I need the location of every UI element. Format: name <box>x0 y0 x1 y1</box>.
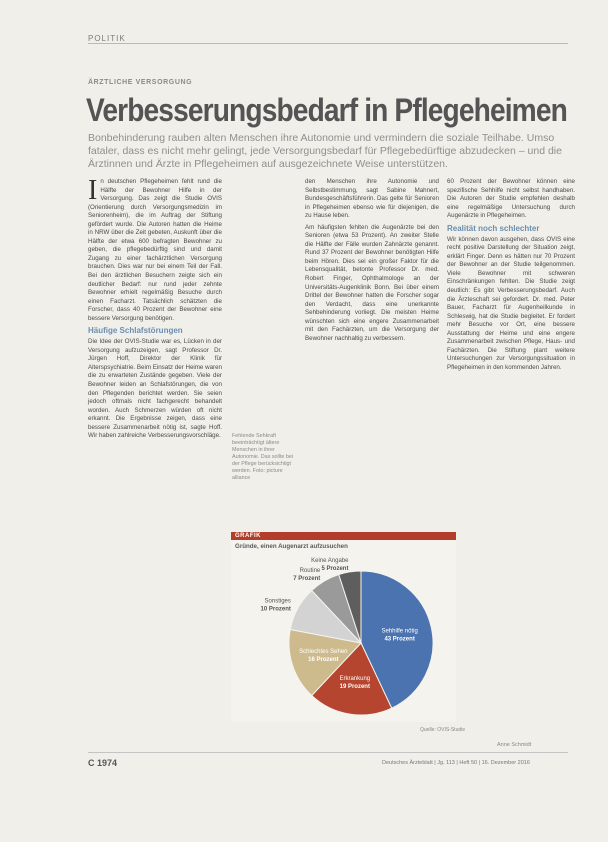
pie-value-label-5: 5 Prozent <box>321 565 349 572</box>
drop-cap: I <box>88 175 98 206</box>
pie-chart <box>231 553 456 718</box>
chart-banner: GRAFIK <box>231 532 456 540</box>
headline: Verbesserungsbedarf in Pflegeheimen <box>86 92 567 128</box>
pie-label-3: Sonstiges <box>264 598 291 605</box>
page-number: C 1974 <box>88 758 118 768</box>
subheading-2: Realität noch schlechter <box>447 223 540 233</box>
col3-paragraph-1: 60 Prozent der Bewohner können eine spezifische Sehhilfe nicht selbst handhaben. Die Autoren der Studie empfehlen deshalb eine regelmäßige Untersuchung durch Augenärzte in Pflegeheimen. <box>447 178 575 220</box>
pie-value-label-2: 16 Prozent <box>308 657 339 664</box>
kicker: ÄRZTLICHE VERSORGUNG <box>88 79 193 86</box>
pie-label-0: Sehhilfe nötig <box>381 628 418 635</box>
col1-paragraph-2: Die Idee der OVIS-Studie war es, Lücken in der Versorgung aufzuzeigen, sagt Professor Dr. Jürgen Hoff, Direktor der Klinik für Alterspsychiatrie. Beim Einsatz der Heime waren die zu erwarteten Zustände gegeben. Viele der Bewohner leiden an Schlafstörungen, die von den Pflegenden berichtet werden. Sie seien jedoch oftmals nicht fachgerecht behandelt worden. Auch Schmerzen würden oft nicht erkannt. Die Ergebnisse zeigen, dass eine bessere Zusammenarbeit nötig ist, sagte Hoff. Wir haben zahlreiche Verbesserungsvorschläge. <box>88 338 222 440</box>
pie-value-label-4: 7 Prozent <box>293 576 321 583</box>
pie-label-4: Routine <box>299 568 321 575</box>
pie-value-label-1: 19 Prozent <box>339 684 370 691</box>
chart-source: Quelle: OVIS-Studie <box>420 727 466 733</box>
top-rule <box>88 43 568 44</box>
section-label: POLITIK <box>88 34 126 43</box>
pie-value-label-3: 10 Prozent <box>260 606 291 613</box>
footer-rule <box>88 752 568 753</box>
col2-paragraph-1: den Menschen ihre Autonomie und Selbstbestimmung, sagt Sabine Mahnert, Bundesgeschäftsführerin. Das gelte für Senioren in Pflegeheimen ebenso wie für diejenigen, die zu Hause leben. <box>305 178 439 220</box>
footer-reference: Deutsches Ärzteblatt | Jg. 113 | Heft 50 | 16. Dezember 2016 <box>382 760 530 766</box>
column-3 <box>447 178 575 372</box>
column-2 <box>305 178 439 343</box>
col2-paragraph-2: Am häufigsten fehlten die Augenärzte bei den Senioren (etwa 53 Prozent). An zweiter Stelle die Hälfte der Fälle wurden Zahnärzte genannt. Rund 37 Prozent der Bewohner benötigten Hilfe beim Hören. Dies sei ein großer Faktor für die Lebensqualität, betonte Professor Dr. med. Robert Finger, Ophthalmologe an der Universitäts-Augenklinik Bonn. Bei über einem Drittel der Bewohner hatten die Forscher sogar den Verdacht, dass eine unerkannte Sehbehinderung vorliegt. Die meisten Heime wünschten sich eine engere Zusammenarbeit mit den Fachärzten, um die Versorgung der Bewohner nachhaltig zu verbessern. <box>305 223 439 342</box>
subheading-1: Häufige Schlafstörungen <box>88 326 183 336</box>
col1-paragraph-1: n deutschen Pflegeheimen fehlt rund die Hälfte der Bewohner Hilfe in der Versorgung. Das zeigt die Studie OVIS (Orientierung durch Versorgungsmedizin im Seniorenheim), die im Auftrag der Stiftung gefördert wurde. Die Autoren hatten die Heime in NRW über die Zeit gebeten, Auskunft über die Hälfte der etwa 600 befragten Bewohner zu geben, die pflegebedürftig sind und damit Zugang zu einer fachärztlichen Versorgung brauchen. Dies war nur bei einem Teil der Fall. Bei den ärztlichen Besuchern zeigte sich ein deutlicher Bedarf: nur rund jeder zehnte Bewohner erhielt regelmäßig Besuche durch einen Facharzt. Tatsächlich schätzten die Forscher, dass 40 Prozent der Bewohner eine bessere Versorgung benötigen. <box>88 178 222 322</box>
author: Anne Schmidt <box>497 742 532 748</box>
col3-paragraph-2: Wir können davon ausgehen, dass OVIS eine recht positive Darstellung der Situation zeigt, erklärt Finger. Denn es hätten nur 70 Prozent der Bewohner an der Studie teilgenommen. Viele Bewohner mit schweren Einschränkungen fehlten. Die Studie zeigt deutlich: Es gibt Verbesserungsbedarf. Auch die Ärzteschaft sei gefordert. Dr. med. Peter Bauer, Facharzt für Augenheilkunde in Schleswig, hat die Studie begleitet. Er fordert mehr Besuche vor Ort, eine bessere Ausstattung der Heime und eine engere Zusammenarbeit zwischen Pflege, Haus- und Fachärzten. Die Stiftung plant weitere Untersuchungen zur Versorgungssituation in Pflegeheimen in den kommenden Jahren. <box>447 235 575 371</box>
pie-label-2: Schlechtes Sehen <box>299 649 348 656</box>
dek: Bonbehinderung rauben alten Menschen ihre Autonomie und vermindern die soziale Teilhabe. Umso fataler, dass es nicht mehr gelingt, jede Versorgungsbedarf für Pflegebedürftige abzudecken – und die Ärztinnen und Ärzte in Pflegeheimen auf ausgezeichnete Weise unterstützen. <box>88 132 562 170</box>
photo-caption: Fehlende Sehkraft beeinträchtigt ältere Menschen in ihrer Autonomie. Das sollte bei der Pflege berücksichtigt werden. Foto: picture alliance <box>232 433 294 481</box>
pie-label-1: Erkrankung <box>339 676 371 683</box>
pie-label-5: Keine Angabe <box>311 557 349 564</box>
pie-value-label-0: 43 Prozent <box>384 636 415 643</box>
chart-title: Gründe, einen Augenarzt aufzusuchen <box>235 543 348 550</box>
column-1 <box>88 175 222 441</box>
chart-box <box>231 532 456 722</box>
